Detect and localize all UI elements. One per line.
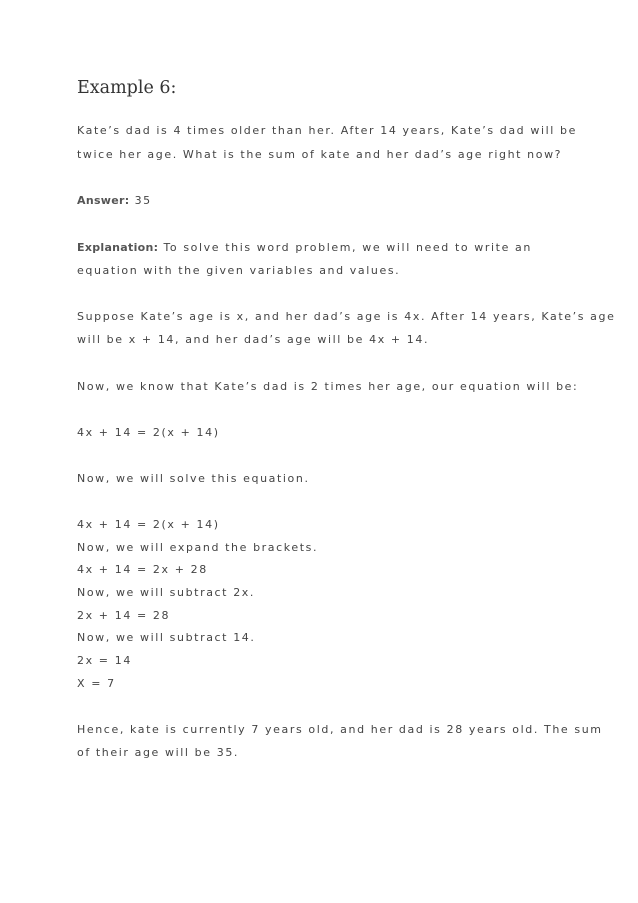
- example-title: Example 6:: [77, 78, 177, 98]
- know-line: Now, we know that Kate’s dad is 2 times her age, our equation will be:: [77, 380, 579, 393]
- explanation-line-1: [77, 241, 532, 255]
- equation-line: 4x + 14 = 2(x + 14): [77, 426, 220, 439]
- question-line-2: twice her age. What is the sum of kate and her dad’s age right now?: [77, 148, 563, 161]
- explanation-label: Explanation:: [77, 241, 159, 254]
- conclusion-line-2: of their age will be 35.: [77, 746, 240, 759]
- step-line: Now, we will expand the brackets.: [77, 541, 319, 554]
- answer-label: Answer:: [77, 194, 130, 207]
- suppose-line-2: will be x + 14, and her dad’s age will be 4x + 14.: [77, 333, 430, 346]
- suppose-line-1: Suppose Kate’s age is x, and her dad’s age is 4x. After 14 years, Kate’s age: [77, 310, 616, 323]
- solve-line: Now, we will solve this equation.: [77, 472, 310, 485]
- step-line: 2x = 14: [77, 654, 132, 667]
- explanation-text: To solve this word problem, we will need to write an: [163, 241, 532, 254]
- explanation-line-2: equation with the given variables and values.: [77, 264, 401, 277]
- step-line: Now, we will subtract 14.: [77, 631, 256, 644]
- answer-value: 35: [134, 194, 152, 207]
- step-line: 2x + 14 = 28: [77, 609, 171, 622]
- conclusion-line-1: Hence, kate is currently 7 years old, and her dad is 28 years old. The sum: [77, 723, 603, 736]
- step-line: Now, we will subtract 2x.: [77, 586, 255, 599]
- question-line-1: Kate’s dad is 4 times older than her. After 14 years, Kate’s dad will be: [77, 124, 577, 137]
- answer-line: [77, 194, 152, 208]
- step-line: 4x + 14 = 2x + 28: [77, 563, 208, 576]
- step-line: 4x + 14 = 2(x + 14): [77, 518, 220, 531]
- step-line: X = 7: [77, 677, 116, 690]
